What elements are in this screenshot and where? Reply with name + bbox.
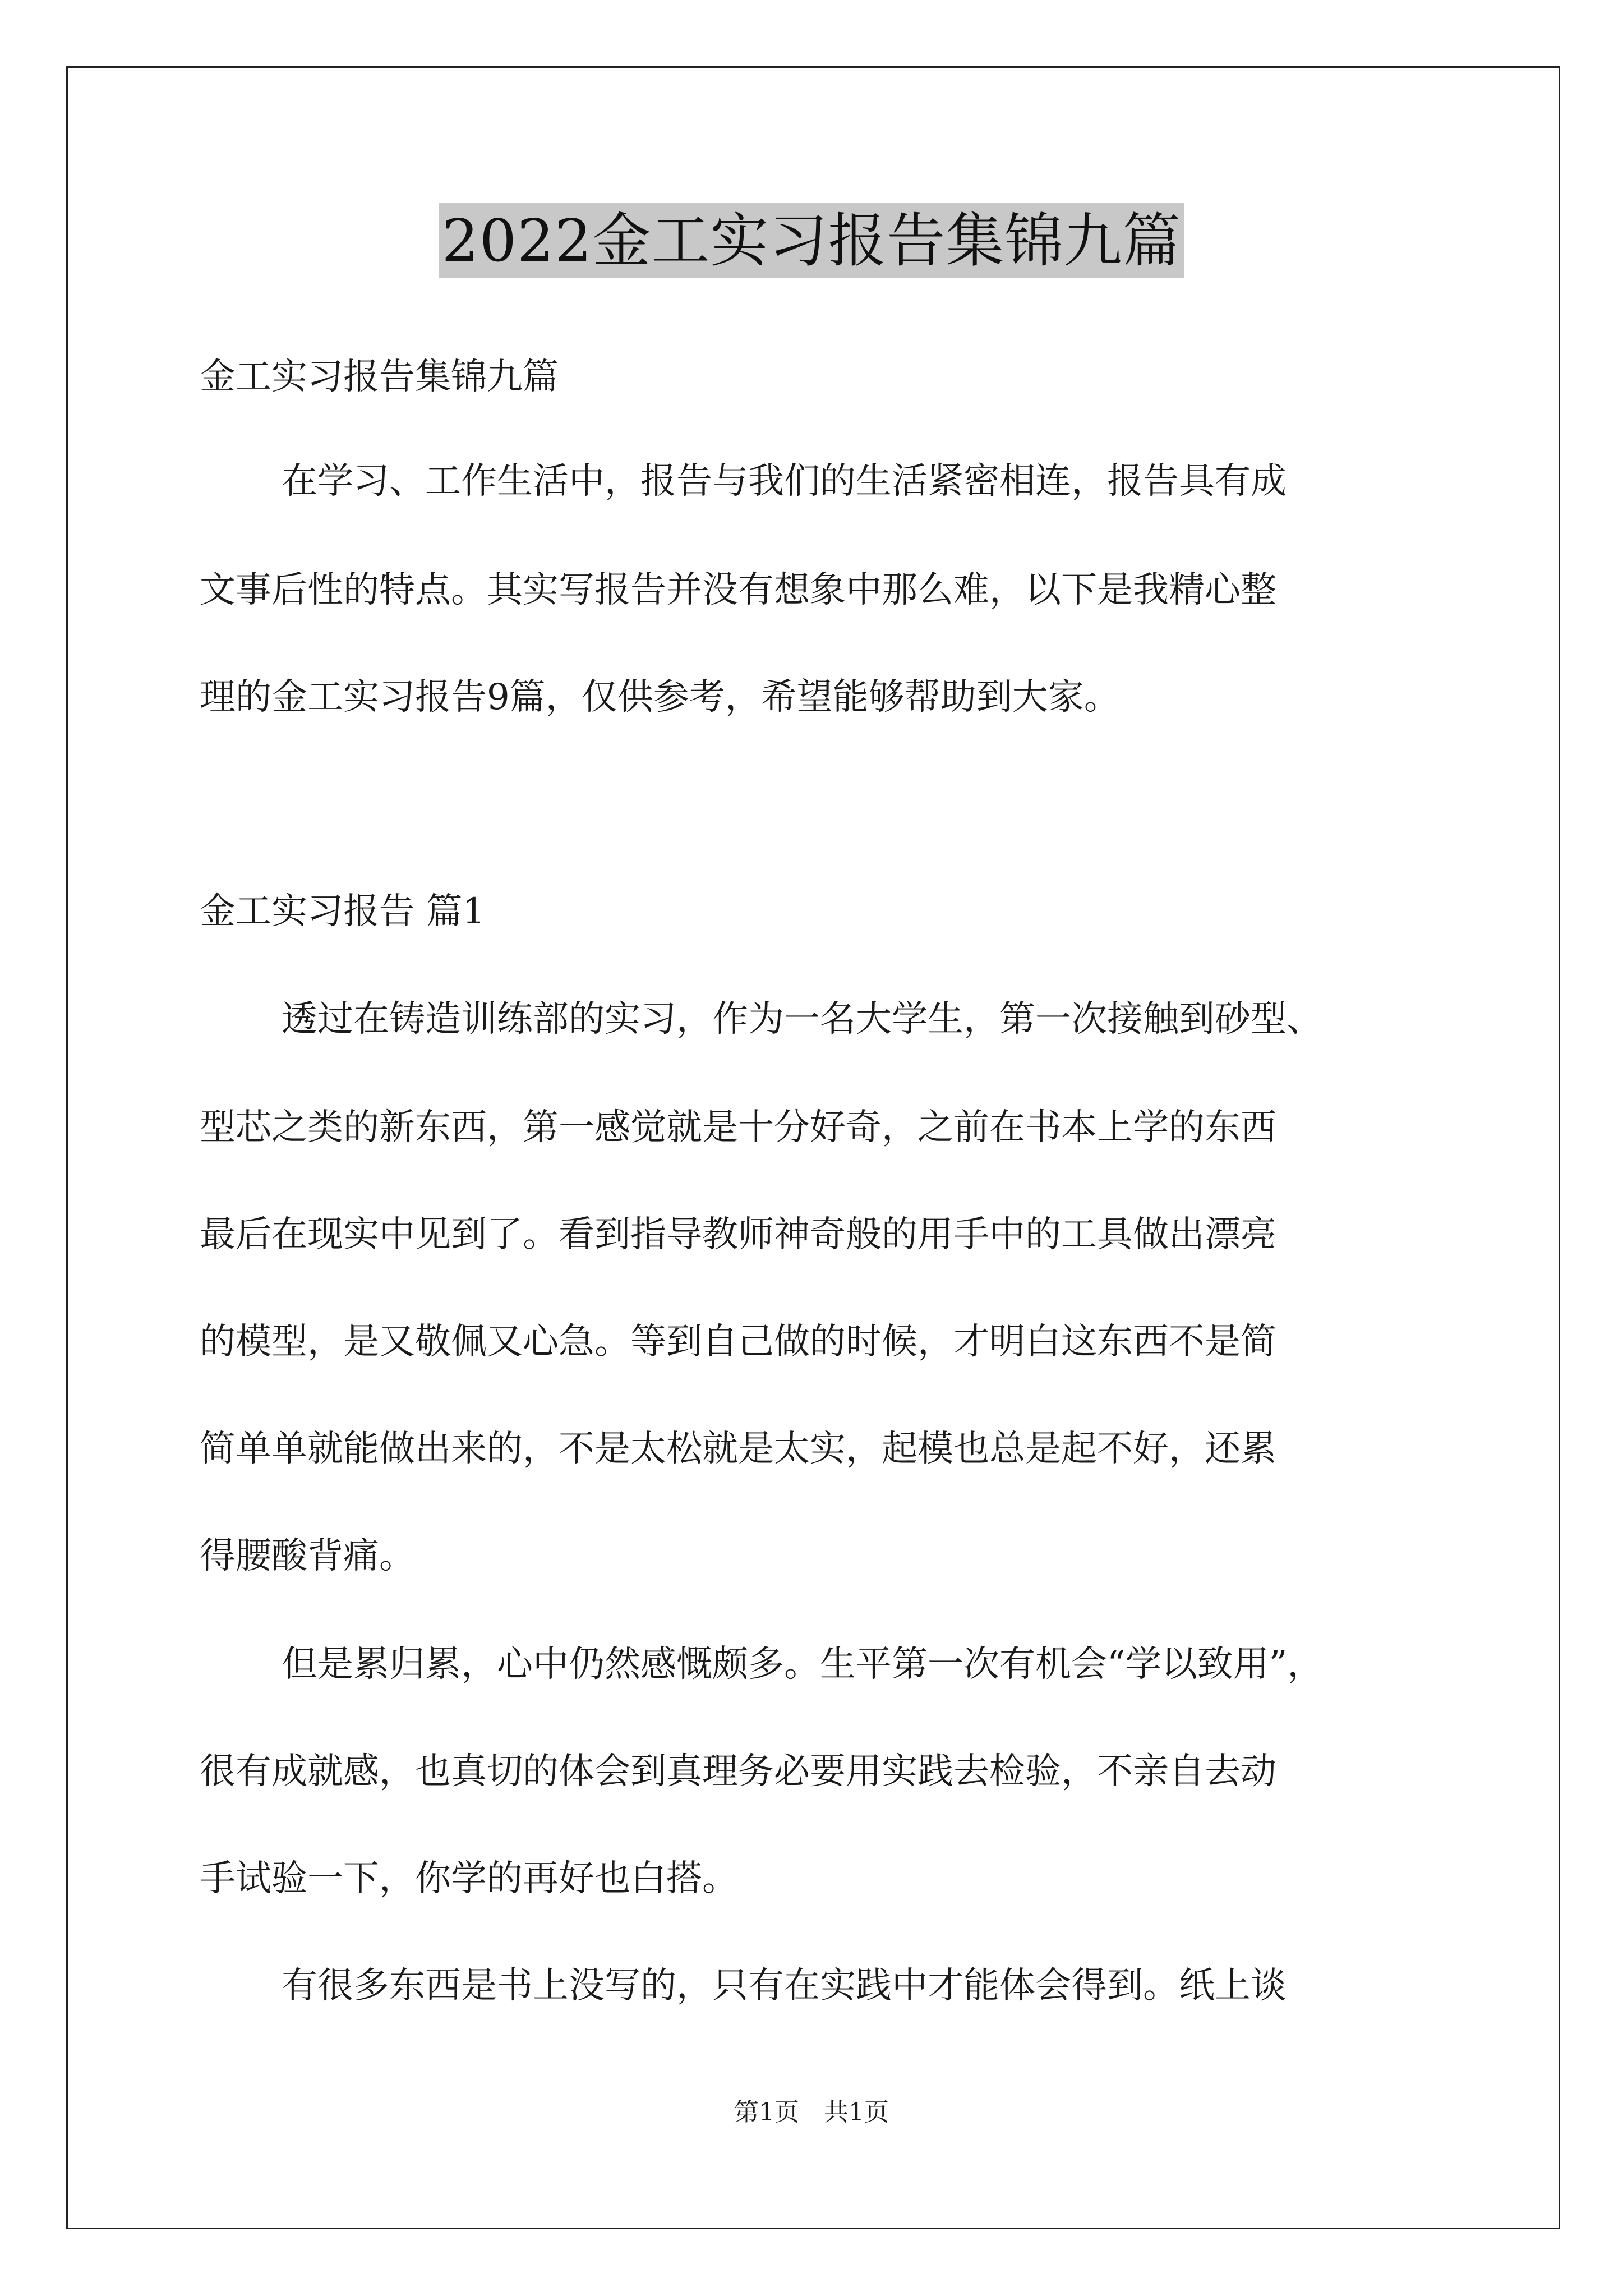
body-line: 很有成就感，也真切的体会到真理务必要用实践去检验，不亲自去动 [200, 1751, 1276, 1792]
document-subtitle: 金工实习报告集锦九篇 [200, 356, 559, 398]
page-footer: 第1页 共1页 [734, 2098, 889, 2127]
title-container [0, 203, 1623, 278]
body-line: 有很多东西是书上没写的，只有在实践中才能体会得到。纸上谈 [282, 1965, 1287, 2007]
body-line: 简单单就能做出来的，不是太松就是太实，起模也总是起不好，还累 [200, 1428, 1276, 1470]
intro-line: 文事后性的特点。其实写报告并没有想象中那么难，以下是我精心整 [200, 569, 1276, 611]
body-line: 但是累归累，心中仍然感慨颇多。生平第一次有机会“学以致用”， [282, 1644, 1324, 1685]
body-line: 手试验一下，你学的再好也白搭。 [200, 1858, 738, 1899]
document-title: 2022金工实习报告集锦九篇 [439, 203, 1185, 278]
section-heading: 金工实习报告 篇1 [200, 891, 486, 932]
body-line: 最后在现实中见到了。看到指导教师神奇般的用手中的工具做出漂亮 [200, 1214, 1276, 1255]
body-line: 的模型，是又敬佩又心急。等到自己做的时候，才明白这东西不是简 [200, 1321, 1276, 1363]
body-line: 透过在铸造训练部的实习，作为一名大学生，第一次接触到砂型、 [282, 999, 1322, 1040]
intro-line: 在学习、工作生活中，报告与我们的生活紧密相连，报告具有成 [282, 461, 1287, 502]
body-line: 型芯之类的新东西，第一感觉就是十分好奇，之前在书本上学的东西 [200, 1107, 1276, 1148]
intro-line: 理的金工实习报告9篇，仅供参考，希望能够帮助到大家。 [200, 677, 1120, 718]
body-line: 得腰酸背痛。 [200, 1535, 415, 1577]
